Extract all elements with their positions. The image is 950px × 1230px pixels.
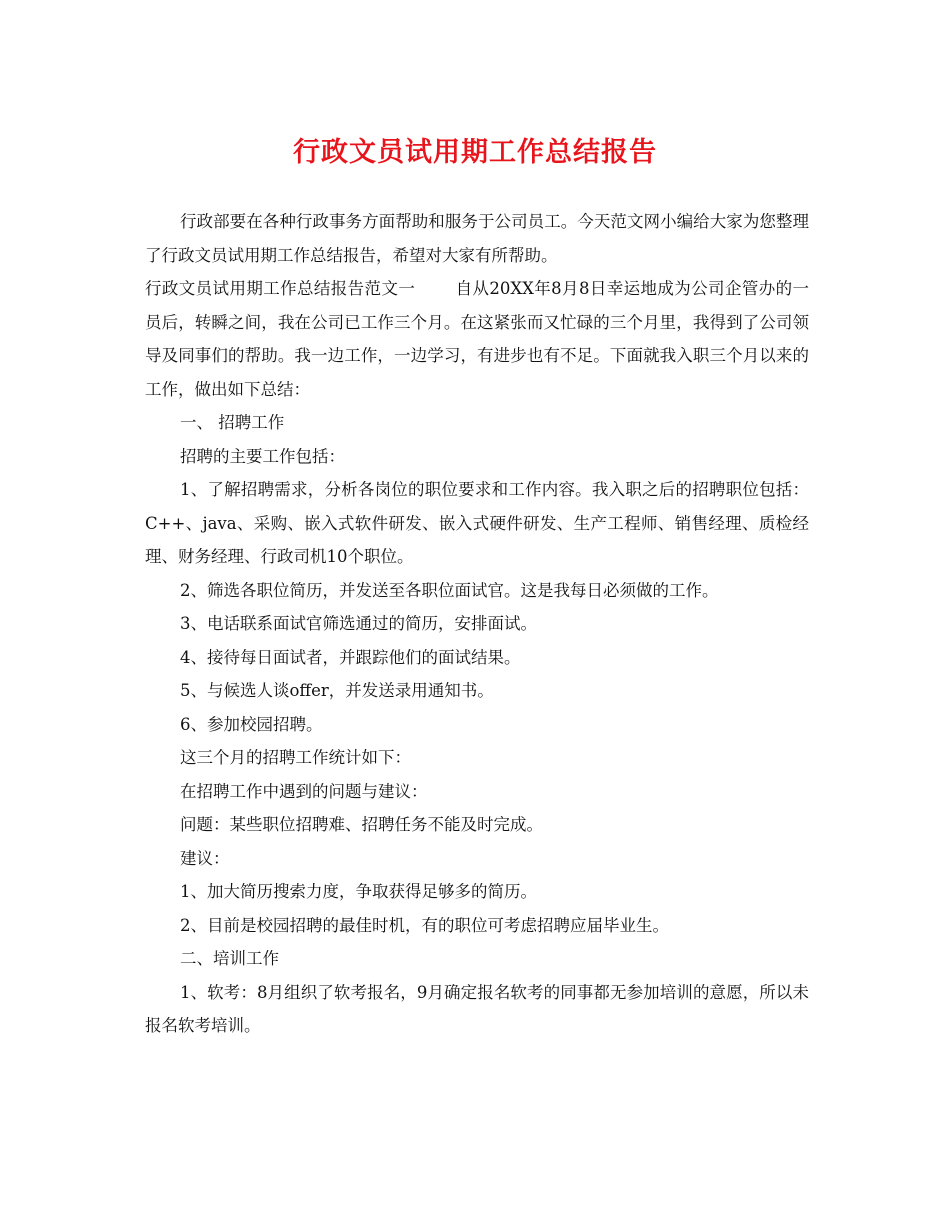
- suggestion-item: 1、加大简历搜索力度，争取获得足够多的简历。: [180, 882, 537, 901]
- stats-line: 这三个月的招聘工作统计如下：: [180, 748, 411, 767]
- section2-title: 二、培训工作: [180, 949, 279, 968]
- list-item: 1、软考：8月组织了软考报名，9月确定报名软考的同事都无参加培训的意愿，所以未报名软考培训。: [145, 982, 809, 1035]
- section1-intro: 招聘的主要工作包括：: [180, 446, 345, 466]
- issues-heading: 在招聘工作中遇到的问题与建议：: [180, 781, 428, 801]
- document-title: 行政文员试用期工作总结报告: [293, 137, 657, 168]
- sample-paragraph: [145, 272, 809, 406]
- list-item: 6、参加校园招聘。: [180, 714, 323, 734]
- document-body: [145, 205, 809, 1043]
- list-item: 4、接待每日面试者，并跟踪他们的面试结果。: [180, 647, 521, 667]
- list-item: 5、与候选人谈offer，并发送录用通知书。: [180, 681, 494, 700]
- sample-opening: 自从20XX年8月8日幸运地成为公司企管办的一员后，转瞬之间，我在公司已工作三个月。在这紧张而又忙碌的三个月里，我得到了公司领导及同事们的帮助。我一边工作，一边学习，有进步也有不足。下面就我入职三个月以来的工作，做出如下总结：: [145, 279, 810, 399]
- list-item: 3、电话联系面试官筛选通过的简历，安排面试。: [180, 614, 537, 633]
- intro-paragraph: 行政部要在各种行政事务方面帮助和服务于公司员工。今天范文网小编给大家为您整理了行政文员试用期工作总结报告，希望对大家有所帮助。: [145, 212, 809, 265]
- list-item: 2、筛选各职位简历，并发送至各职位面试官。这是我每日必须做的工作。: [180, 580, 719, 600]
- list-item: 1、了解招聘需求，分析各岗位的职位要求和工作内容。我入职之后的招聘职位包括：C++、java、采购、嵌入式软件研发、嵌入式硬件研发、生产工程师、销售经理、质检经理、财务经理、行政司机10个职位。: [145, 480, 809, 566]
- sample-heading: 行政文员试用期工作总结报告范文一: [145, 279, 416, 298]
- suggestion-item: 2、目前是校园招聘的最佳时机，有的职位可考虑招聘应届毕业生。: [180, 915, 669, 935]
- suggestion-label: 建议：: [180, 848, 230, 868]
- section1-title: 一、 招聘工作: [180, 413, 285, 432]
- problem-line: 问题：某些职位招聘难、招聘任务不能及时完成。: [180, 815, 543, 834]
